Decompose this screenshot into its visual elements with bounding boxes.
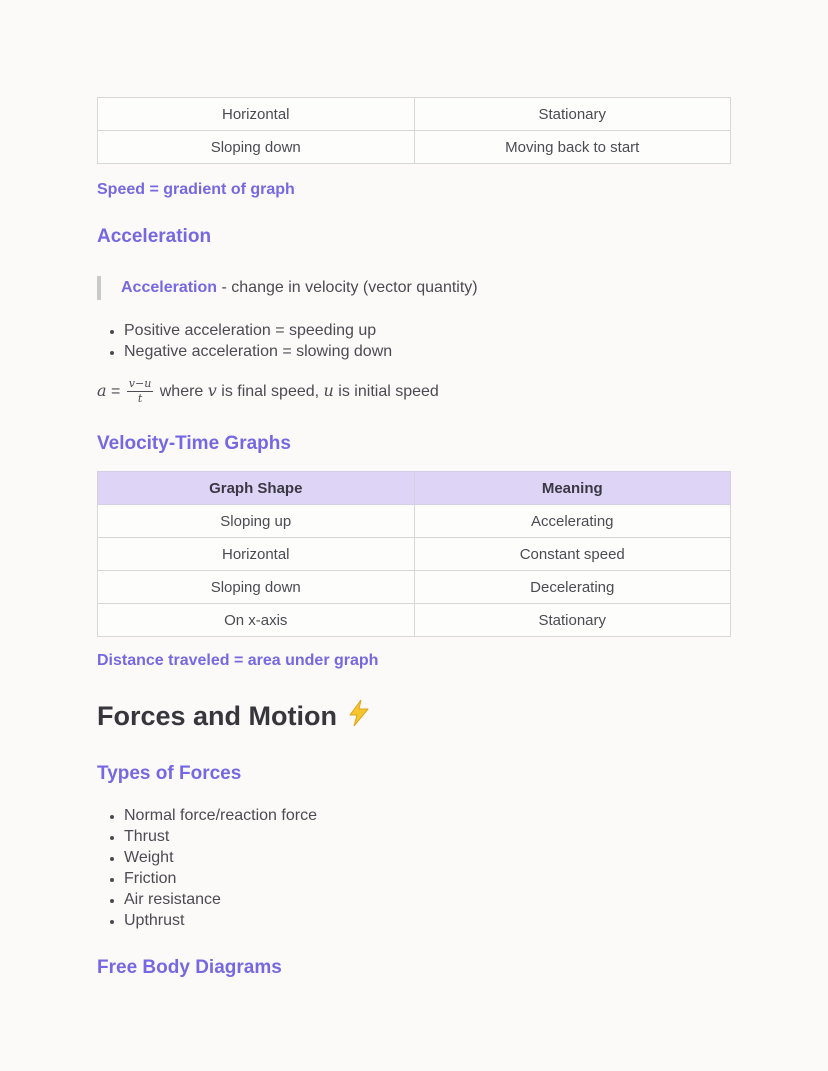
- list-item: • Weight: [124, 848, 731, 868]
- fraction-numerator: v−u: [128, 377, 152, 391]
- acceleration-heading: Acceleration: [97, 226, 212, 247]
- distance-area-note: Distance traveled = area under graph: [97, 652, 379, 670]
- table-row: [98, 98, 731, 131]
- speed-gradient-note: Speed = gradient of graph: [97, 181, 295, 198]
- table-header-row: [98, 472, 731, 505]
- table-cell[interactable]: On x-axis: [98, 604, 415, 637]
- table-row: [98, 131, 731, 164]
- acceleration-bullet-list: [97, 321, 731, 362]
- table-cell[interactable]: Decelerating: [414, 571, 731, 604]
- table-row: [98, 571, 731, 604]
- table-row: [98, 604, 731, 637]
- forces-list: [97, 806, 731, 931]
- distance-time-table: [97, 97, 731, 164]
- table-header-cell[interactable]: Meaning: [414, 472, 731, 505]
- acceleration-definition-quote: [97, 276, 731, 300]
- list-item: • Negative acceleration = slowing down: [124, 342, 731, 362]
- formula-text: is final speed,: [216, 383, 324, 400]
- lightning-icon: [347, 700, 371, 733]
- velocity-time-heading: Velocity-Time Graphs: [97, 433, 291, 455]
- table-header-cell[interactable]: Graph Shape: [98, 472, 415, 505]
- definition-term: Acceleration: [121, 279, 218, 296]
- acceleration-formula: [97, 378, 731, 405]
- table-row: [98, 538, 731, 571]
- table-cell[interactable]: Moving back to start: [414, 131, 731, 164]
- free-body-diagrams-heading: Free Body Diagrams: [97, 957, 282, 979]
- list-item: • Normal force/reaction force: [124, 806, 731, 826]
- definition-text: - change in velocity (vector quantity): [217, 279, 478, 296]
- types-of-forces-heading: Types of Forces: [97, 763, 242, 785]
- velocity-time-table: [97, 471, 731, 637]
- list-item: • Friction: [124, 869, 731, 889]
- table-row: [98, 505, 731, 538]
- table-cell[interactable]: Horizontal: [98, 538, 415, 571]
- table-cell[interactable]: Sloping down: [98, 131, 415, 164]
- table-cell[interactable]: Constant speed: [414, 538, 731, 571]
- forces-motion-heading: [97, 700, 731, 733]
- table-cell[interactable]: Accelerating: [414, 505, 731, 538]
- table-cell[interactable]: Stationary: [414, 98, 731, 131]
- list-item: • Thrust: [124, 827, 731, 847]
- forces-motion-title: Forces and Motion: [97, 701, 338, 732]
- formula-fraction: [127, 378, 154, 405]
- formula-text: is initial speed: [333, 383, 439, 400]
- list-item: • Upthrust: [124, 911, 731, 931]
- list-item: • Air resistance: [124, 890, 731, 910]
- list-item: • Positive acceleration = speeding up: [124, 321, 731, 341]
- table-cell[interactable]: Sloping down: [98, 571, 415, 604]
- formula-lhs: a: [97, 381, 107, 400]
- notes-page: [97, 0, 731, 979]
- fraction-denominator: t: [137, 392, 143, 406]
- table-cell[interactable]: Sloping up: [98, 505, 415, 538]
- table-cell[interactable]: Stationary: [414, 604, 731, 637]
- formula-equals: =: [106, 383, 125, 400]
- table-cell[interactable]: Horizontal: [98, 98, 415, 131]
- formula-var-u: u: [323, 381, 334, 400]
- formula-var-v: v: [207, 381, 217, 400]
- formula-where: where: [155, 383, 208, 400]
